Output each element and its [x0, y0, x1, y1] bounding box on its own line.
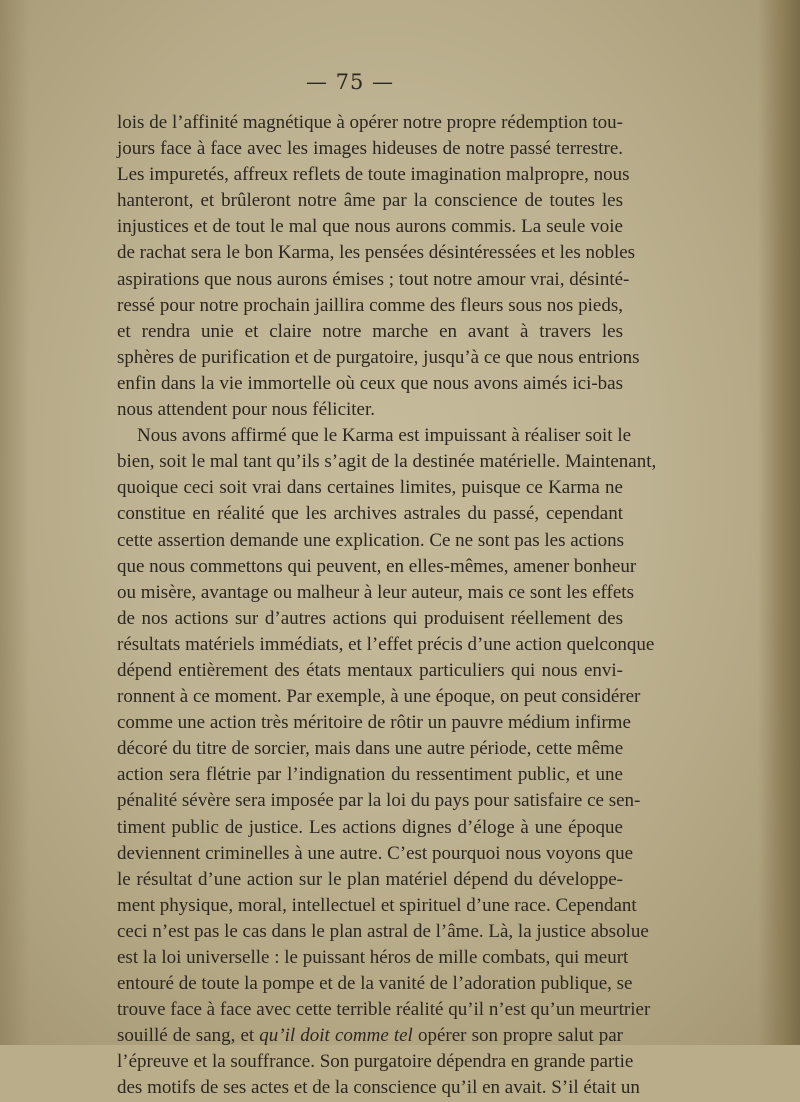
text-line: cette assertion demande une explication. Ce ne sont pas les actions [117, 529, 625, 551]
text-line: dépend entièrement des états mentaux particuliers qui nous envi- [117, 659, 623, 681]
text-line: entouré de toute la pompe et de la vanité de l’adoration publique, se [117, 973, 633, 995]
text-line: timent public de justice. Les actions dignes d’éloge à une époque [117, 816, 623, 838]
text-line: trouve face à face avec cette terrible réalité qu’il n’est qu’un meurtrier [117, 999, 651, 1021]
text-line: de nos actions sur d’autres actions qui produisent réellement des [117, 607, 623, 629]
italic-text-run: qu’il doit comme tel [259, 1025, 413, 1047]
text-line: l’épreuve et la souffrance. Son purgatoire dépendra en grande partie [117, 1051, 634, 1073]
text-line: action sera flétrie par l’indignation du ressentiment public, et une [117, 764, 623, 786]
text-line: pénalité sévère sera imposée par la loi du pays pour satisfaire ce sen- [117, 790, 641, 812]
text-line: des motifs de ses actes et de la conscience qu’il en avait. S’il était un [117, 1077, 640, 1099]
paragraph [117, 423, 657, 1101]
text-line: résultats matériels immédiats, et l’effet précis d’une action quelconque [117, 633, 655, 655]
text-run: opérer son propre salut par [412, 1025, 623, 1047]
text-line: comme une action très méritoire de rôtir un pauvre médium infirme [117, 712, 631, 734]
text-line: injustices et de tout le mal que nous aurons commis. La seule voie [117, 216, 623, 238]
text-line: ment physique, moral, intellectuel et spirituel d’une race. Cependant [117, 894, 637, 916]
text-line: nous attendent pour nous féliciter. [117, 399, 376, 421]
text-line: deviennent criminelles à une autre. C’est pourquoi nous voyons que [117, 842, 634, 864]
page-left-shadow [0, 0, 30, 1045]
page-number: — 75 — [305, 70, 395, 94]
text-line-with-italic [117, 1023, 623, 1049]
text-line: Les impuretés, affreux reflets de toute imagination malpropre, nous [117, 164, 630, 186]
text-line: ou misère, avantage ou malheur à leur auteur, mais ce sont les effets [117, 581, 634, 603]
text-line: et rendra unie et claire notre marche en avant à travers les [117, 320, 623, 342]
text-line: ressé pour notre prochain jaillira comme des fleurs sous nos pieds, [117, 294, 623, 316]
text-line: jours face à face avec les images hideuses de notre passé terrestre. [117, 138, 623, 160]
page-right-edge [758, 0, 800, 1045]
text-line: constitue en réalité que les archives astrales du passé, cependant [117, 503, 623, 525]
text-line: hanteront, et brûleront notre âme par la conscience de toutes les [117, 190, 623, 212]
text-line: de rachat sera le bon Karma, les pensées désintéressées et les nobles [117, 242, 636, 264]
text-line: quoique ceci soit vrai dans certaines limites, puisque ce Karma ne [117, 477, 623, 499]
text-line: décoré du titre de sorcier, mais dans une autre période, cette même [117, 738, 624, 760]
body-text [117, 110, 657, 1102]
paragraph [117, 110, 640, 423]
text-run: souillé de sang, et [117, 1025, 260, 1047]
text-line: aspirations que nous aurons émises ; tout notre amour vrai, désinté- [117, 268, 630, 290]
text-line: bien, soit le mal tant qu’ils s’agit de la destinée matérielle. Maintenant, [117, 451, 657, 473]
text-line: ronnent à ce moment. Par exemple, à une époque, on peut considérer [117, 686, 641, 708]
text-line: sphères de purification et de purgatoire, jusqu’à ce que nous entrions [117, 346, 640, 368]
text-line: que nous commettons qui peuvent, en elles-mêmes, amener bonheur [117, 555, 637, 577]
text-line: Nous avons affirmé que le Karma est impuissant à réaliser soit le [137, 425, 632, 447]
text-line: lois de l’affinité magnétique à opérer notre propre rédemption tou- [117, 112, 623, 133]
text-line: enfin dans la vie immortelle où ceux que nous avons aimés ici-bas [117, 372, 623, 394]
text-line: ceci n’est pas le cas dans le plan astral de l’âme. Là, la justice absolue [117, 920, 649, 942]
text-line: le résultat d’une action sur le plan matériel dépend du développe- [117, 868, 623, 890]
text-line: est la loi universelle : le puissant héros de mille combats, qui meurt [117, 947, 629, 968]
